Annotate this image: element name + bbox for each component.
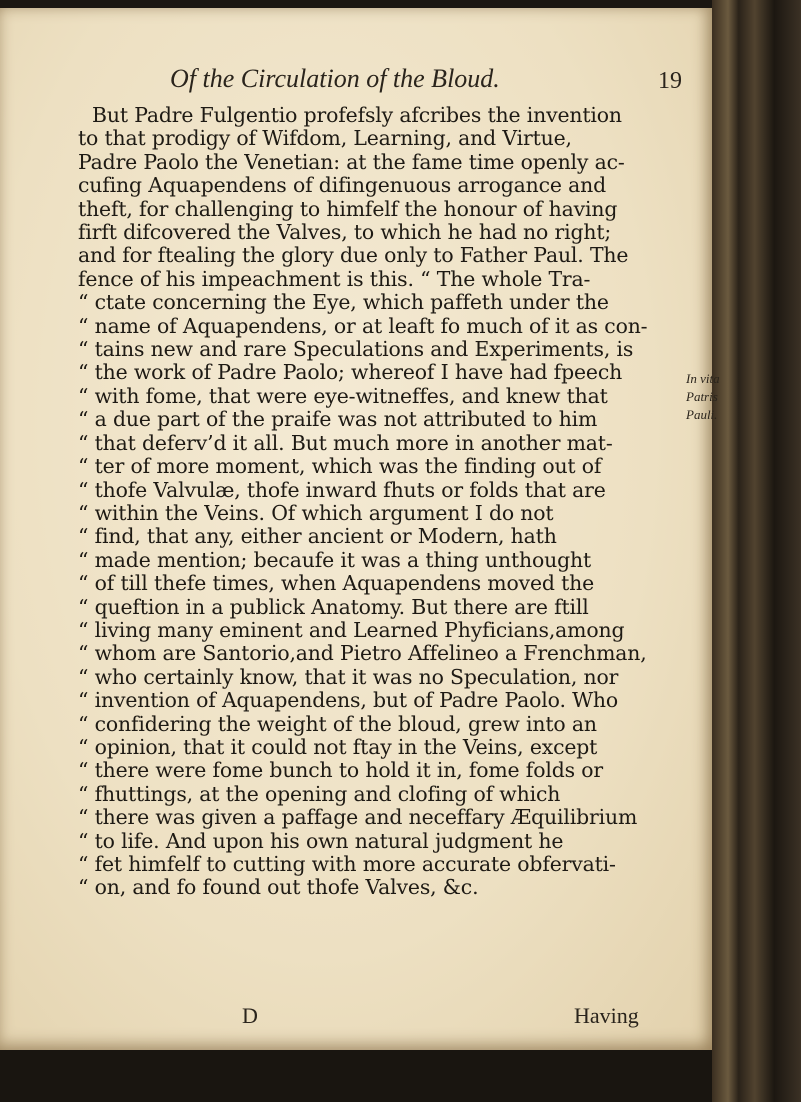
- running-title: Of the Circulation of the Bloud.: [170, 64, 500, 93]
- text-line: cufing Aquapendens of difingenuous arrogance and: [78, 173, 607, 198]
- text-line: “ find, that any, either ancient or Modern, hath: [78, 524, 557, 549]
- text-line: “ opinion, that it could not ftay in the Veins, except: [78, 734, 598, 759]
- text-line: “ who certainly know, that it was no Speculation, nor: [78, 664, 619, 689]
- text-line: “ living many eminent and Learned Phyficians,among: [78, 617, 625, 642]
- text-line: “ there were fome bunch to hold it in, fome folds or: [78, 758, 603, 783]
- text-line: “ fhuttings, at the opening and clofing of which: [78, 781, 561, 806]
- text-line: “ whom are Santorio,and Pietro Affelineo a Frenchman,: [78, 641, 647, 666]
- text-line: “ queftion in a publick Anatomy. But there are ftill: [78, 594, 589, 619]
- catchword: Having: [574, 1003, 639, 1028]
- text-line: “ with fome, that were eye-witneffes, and knew that: [78, 383, 608, 408]
- text-line: “ confidering the weight of the bloud, grew into an: [78, 711, 597, 736]
- text-line: “ that deferv’d it all. But much more in another mat-: [78, 430, 613, 455]
- text-line: to that prodigy of Wifdom, Learning, and Virtue,: [78, 126, 572, 151]
- text-line: “ tains new and rare Speculations and Experiments, is: [78, 337, 634, 362]
- text-line: and for ftealing the glory due only to Father Paul. The: [78, 243, 629, 268]
- text-line: “ on, and fo found out thofe Valves, &c.: [78, 875, 479, 900]
- signature-mark: D: [242, 1003, 258, 1028]
- text-line: “ thofe Valvulæ, thofe inward fhuts or folds that are: [78, 477, 606, 502]
- text-line: theft, for challenging to himfelf the honour of having: [78, 196, 618, 221]
- text-line: “ within the Veins. Of which argument I do not: [78, 500, 554, 525]
- body-text: [78, 104, 678, 900]
- text-line: “ to life. And upon his own natural judgment he: [78, 828, 564, 853]
- text-line: “ fet himfelf to cutting with more accurate obfervati-: [78, 852, 616, 876]
- text-line: “ name of Aquapendens, or at leaft fo much of it as con-: [78, 313, 648, 338]
- book-spine-edge: [712, 0, 801, 1102]
- text-line: But Padre Fulgentio profefsly afcribes the invention: [92, 103, 622, 127]
- text-line: “ there was given a paffage and neceffary Æquilibrium: [78, 805, 638, 830]
- text-line: Padre Paolo the Venetian: at the fame time openly ac-: [78, 149, 625, 174]
- text-line: “ a due part of the praife was not attributed to him: [78, 407, 598, 432]
- text-line: “ made mention; becaufe it was a thing unthought: [78, 547, 592, 572]
- text-line: “ ter of more moment, which was the finding out of: [78, 454, 602, 479]
- text-line: “ the work of Padre Paolo; whereof I have had fpeech: [78, 360, 623, 385]
- text-line: fence of his impeachment is this. “ The whole Tra-: [78, 266, 591, 291]
- text-line: firft difcovered the Valves, to which he had no right;: [78, 220, 612, 245]
- page-number: 19: [658, 68, 682, 94]
- text-line: “ invention of Aquapendens, but of Padre Paolo. Who: [78, 688, 619, 713]
- margin-note: In vita Patris Pauli.: [686, 371, 720, 422]
- text-line: “ ctate concerning the Eye, which paffeth under the: [78, 290, 609, 315]
- page-shadow-bottom: [0, 1050, 712, 1102]
- text-line: “ of till thefe times, when Aquapendens moved the: [78, 571, 595, 596]
